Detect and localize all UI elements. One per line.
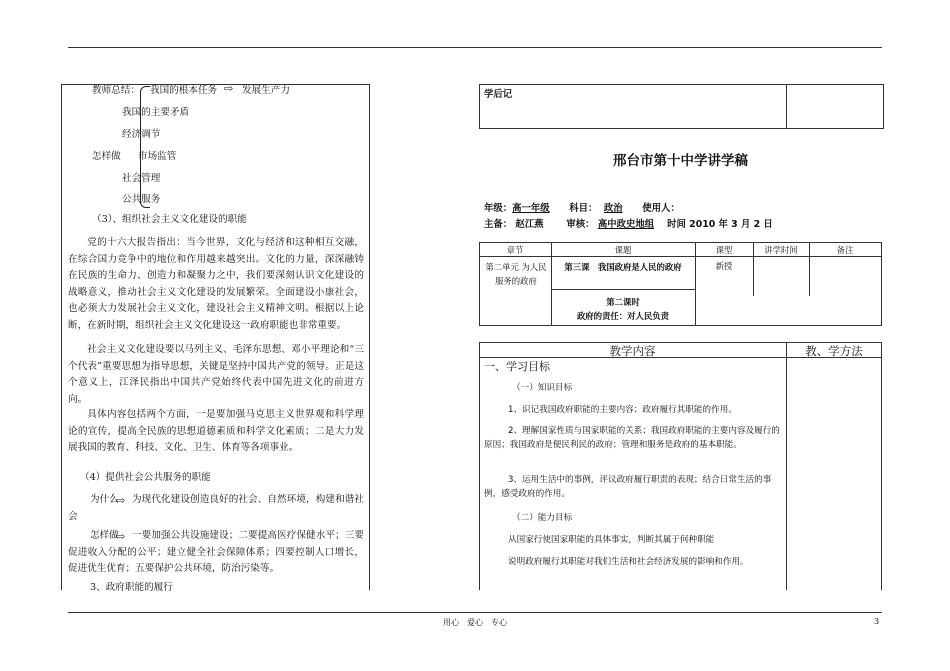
summary-task: 我国的根本任务 xyxy=(150,85,218,96)
culture-paragraph: 党的十六大报告指出：当今世界，文化与经济和这种相互交融，在综合国力竞争中的地位和作用越来越突出。文化的力量，深深融铸在民族的生命力、创造力和凝聚力之中，我们要深刻认识文化建设的战略意义，推动社会主义文化建设的发展繁荣。全面建设小康社会，也必须大力发展社会主义文化，建设社会主义精神文明。根据以上论断，在新时期，组织社会主义文化建设这一政府职能也非常重要。 xyxy=(68,237,364,331)
type-value: 新授 xyxy=(715,261,733,271)
teaching-content-box xyxy=(479,342,882,590)
header-rule xyxy=(68,47,882,48)
ability-item: 从国家行使国家职能的具体事实，判断其属于何种职能 xyxy=(508,535,715,545)
why-text: 为现代化建设创造良好的社会、自然环境，构建和谐社会 xyxy=(68,494,364,522)
page-number: 3 xyxy=(874,617,880,626)
col-header-type: 课型 xyxy=(715,245,733,255)
chapter-value: 第二单元 为人民服务的政府 xyxy=(485,262,547,286)
why-label: 为什么 xyxy=(90,494,119,505)
grade-line: 年级：高一年级 科目： 政治 使用人： xyxy=(484,203,680,214)
summary-result: 发展生产力 xyxy=(242,85,290,96)
col-header-note: 备注 xyxy=(836,245,854,255)
section-heading: 3、政府职能的履行 xyxy=(90,582,173,593)
culture-paragraph: 社会主义文化建设要以马列主义、毛泽东思想、邓小平理论和“三个代表”重要思想为指导思想，关键是坚持中国共产党的领导。正是这个意义上，江泽民指出中国共产党始终代表中国先进文化的前进方向。 xyxy=(68,344,364,405)
knowledge-item: 2、理解国家性质与国家职能的关系；我国政府职能的主要内容及履行的原因；我国政府是便民利民的政府；管理和服务是政府的基本职能。 xyxy=(484,426,780,450)
col-header-time: 讲学时间 xyxy=(764,245,798,255)
culture-heading: （3）、组织社会主义文化建设的职能 xyxy=(92,214,247,225)
col-header-topic: 课题 xyxy=(614,245,632,255)
arrow-icon: ⇨ xyxy=(116,494,126,507)
knowledge-heading: （一）知识目标 xyxy=(512,383,573,393)
content-header: 教学内容 xyxy=(609,344,656,358)
how2-label: 怎样做 xyxy=(90,530,119,541)
ability-item: 说明政府履行其职能对我们生活和社会经济发展的影响和作用。 xyxy=(508,557,749,567)
footer-motto: 用心 爱心 专心 xyxy=(443,618,507,627)
arrow-icon: ⇨ xyxy=(116,530,126,543)
method-header: 教、学方法 xyxy=(805,344,863,358)
after-class-notes-label: 学后记 xyxy=(484,89,513,100)
subtitle-value: 政府的责任：对人民负责 xyxy=(576,311,670,321)
knowledge-item: 1、识记我国政府职能的主要内容；政府履行其职能的作用。 xyxy=(508,405,737,415)
how-label: 怎样做 xyxy=(92,151,121,162)
col-header-chapter: 章节 xyxy=(506,245,524,255)
ability-heading: （二）能力目标 xyxy=(512,513,573,523)
summary-item: 经济调节 xyxy=(122,129,161,140)
lesson-info-table xyxy=(479,242,882,326)
summary-item: 社会管理 xyxy=(122,173,161,184)
after-class-notes-box xyxy=(479,84,884,129)
topic-value: 第三课 我国政府是人民的政府 xyxy=(564,262,682,272)
goal-heading: 一、学习目标 xyxy=(484,360,550,373)
teacher-summary-label: 教师总结： xyxy=(92,85,140,96)
school-title: 邢台市第十中学讲学稿 xyxy=(613,153,748,169)
culture-paragraph: 具体内容包括两个方面，一是要加强马克思主义世界观和科学理论的宣传，提高全民族的思想道德素质和科学文化素质；二是大力发展我国的教育、科技、文化、卫生、体育等各项事业。 xyxy=(68,409,364,453)
summary-contradiction: 我国的主要矛盾 xyxy=(122,107,190,118)
arrow-icon: ⇨ xyxy=(224,82,234,95)
public-service-heading: （4）提供社会公共服务的职能 xyxy=(80,472,211,483)
knowledge-item: 3、运用生活中的事例，评议政府履行职责的表现；结合日常生活的事例，感受政府的作用。 xyxy=(484,475,772,499)
editor-line: 主备： 赵江燕 审核： 高中政史地组 时间 2010 年 3 月 2 日 xyxy=(484,219,773,230)
summary-item: 公共服务 xyxy=(122,194,161,205)
summary-item: 市场监管 xyxy=(138,151,177,162)
period-value: 第二课时 xyxy=(606,297,640,307)
footer-rule xyxy=(68,612,882,613)
notes-divider xyxy=(786,84,787,129)
how2-text: 一要加强公共设施建设；二要提高医疗保健水平；三要促进收入分配的公平；建立健全社会保障体系；四要控制人口增长，促进优生优育；五要保护公共环境，防治污染等。 xyxy=(68,530,364,574)
content-divider xyxy=(786,342,787,590)
